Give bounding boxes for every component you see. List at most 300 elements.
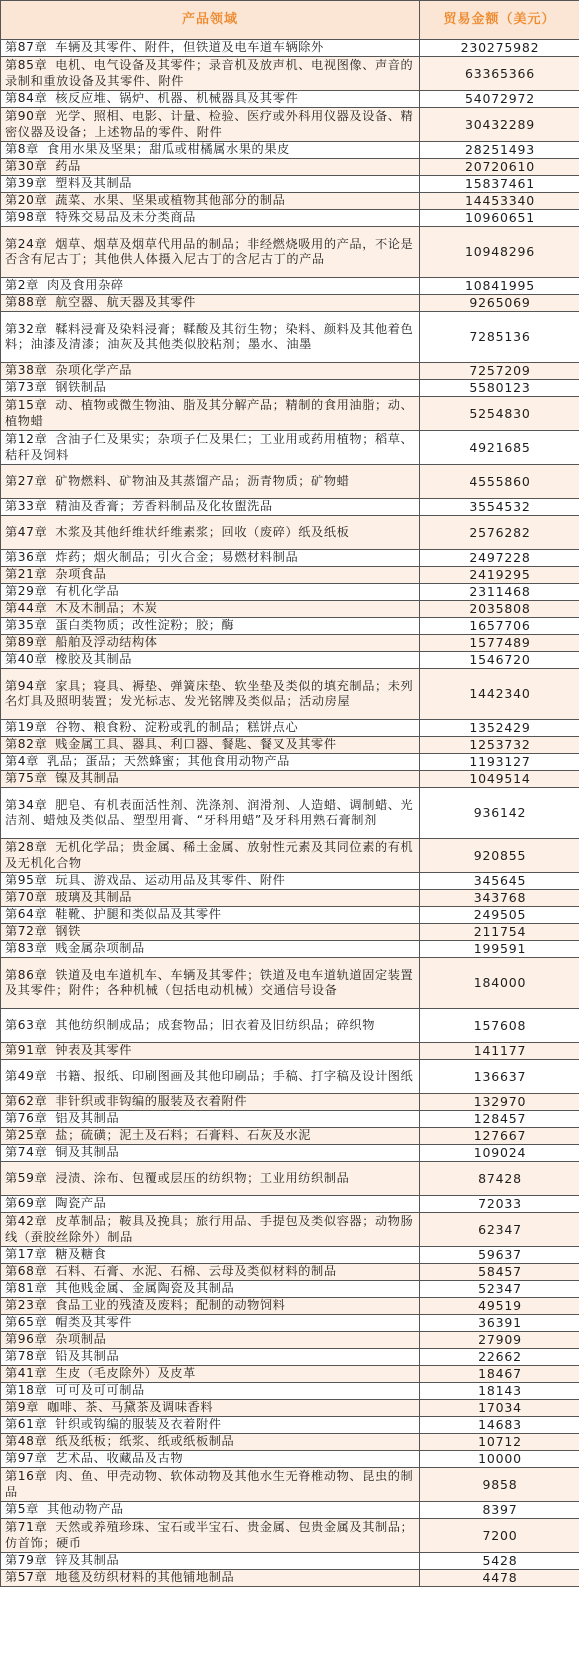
amount-cell: 10960651 xyxy=(420,210,579,227)
chapter-code: 第2章 xyxy=(5,278,39,293)
amount-cell: 343768 xyxy=(420,890,579,907)
table-row xyxy=(1,1298,579,1315)
chapter-code: 第44章 xyxy=(5,601,48,616)
amount-cell: 10948296 xyxy=(420,227,579,278)
category-description: 食用水果及坚果；甜瓜或柑橘属水果的果皮 xyxy=(46,142,290,157)
table-row xyxy=(1,550,579,567)
category-cell xyxy=(1,737,420,754)
amount-cell: 184000 xyxy=(420,958,579,1009)
category-description: 蔬菜、水果、坚果或植物其他部分的制品 xyxy=(55,193,286,208)
table-row xyxy=(1,618,579,635)
category-description: 乳品；蛋品；天然蜂蜜；其他食用动物产品 xyxy=(46,754,290,769)
category-description: 浸渍、涂布、包覆或层压的纺织物；工业用纺织制品 xyxy=(55,1170,350,1185)
category-cell xyxy=(1,567,420,584)
category-cell xyxy=(1,397,420,431)
chapter-code: 第57章 xyxy=(5,1570,48,1585)
amount-cell: 58457 xyxy=(420,1264,579,1281)
amount-cell: 59637 xyxy=(420,1247,579,1264)
category-cell xyxy=(1,1400,420,1417)
amount-cell: 4478 xyxy=(420,1570,579,1587)
amount-cell: 1049514 xyxy=(420,771,579,788)
category-description: 木浆及其他纤维状纤维素浆；回收（废碎）纸及纸板 xyxy=(55,524,350,539)
table-row xyxy=(1,1111,579,1128)
chapter-code: 第96章 xyxy=(5,1332,48,1347)
chapter-code: 第18章 xyxy=(5,1383,48,1398)
category-cell xyxy=(1,193,420,210)
chapter-code: 第21章 xyxy=(5,567,48,582)
chapter-code: 第83章 xyxy=(5,941,48,956)
table-row xyxy=(1,1281,579,1298)
category-description: 烟草、烟草及烟草代用品的制品；非经燃烧吸用的产品，不论是否含有尼古丁；其他供人体摄入尼古丁的含尼古丁的产品 xyxy=(5,236,414,266)
chapter-code: 第17章 xyxy=(5,1247,48,1262)
table-row xyxy=(1,737,579,754)
category-description: 鞋靴、护腿和类似品及其零件 xyxy=(55,907,222,922)
category-cell xyxy=(1,890,420,907)
amount-cell: 2576282 xyxy=(420,516,579,550)
table-row xyxy=(1,57,579,91)
chapter-code: 第33章 xyxy=(5,499,48,514)
category-description: 杂项制品 xyxy=(55,1332,107,1347)
chapter-code: 第95章 xyxy=(5,873,48,888)
table-row xyxy=(1,652,579,669)
amount-cell: 345645 xyxy=(420,873,579,890)
chapter-code: 第32章 xyxy=(5,321,48,336)
category-description: 糖及糖食 xyxy=(55,1247,107,1262)
table-row xyxy=(1,193,579,210)
category-description: 锌及其制品 xyxy=(55,1553,120,1568)
category-description: 玻璃及其制品 xyxy=(55,890,133,905)
chapter-code: 第36章 xyxy=(5,550,48,565)
amount-cell: 10000 xyxy=(420,1451,579,1468)
table-row xyxy=(1,40,579,57)
category-cell xyxy=(1,1417,420,1434)
category-description: 铝及其制品 xyxy=(55,1111,120,1126)
category-cell xyxy=(1,754,420,771)
category-description: 钢铁制品 xyxy=(55,380,107,395)
category-cell xyxy=(1,1094,420,1111)
amount-cell: 7257209 xyxy=(420,363,579,380)
amount-cell: 87428 xyxy=(420,1162,579,1196)
category-cell xyxy=(1,1264,420,1281)
category-cell xyxy=(1,363,420,380)
category-cell xyxy=(1,1434,420,1451)
category-description: 非针织或非钩编的服装及衣着附件 xyxy=(55,1094,248,1109)
chapter-code: 第90章 xyxy=(5,109,48,123)
chapter-code: 第82章 xyxy=(5,737,48,752)
category-cell xyxy=(1,1468,420,1502)
chapter-code: 第84章 xyxy=(5,91,48,106)
amount-cell: 1253732 xyxy=(420,737,579,754)
chapter-code: 第25章 xyxy=(5,1128,48,1143)
category-description: 其他贱金属、金属陶瓷及其制品 xyxy=(55,1281,235,1296)
table-row xyxy=(1,584,579,601)
category-description: 家具；寝具、褥垫、弹簧床垫、软坐垫及类似的填充制品；未列名灯具及照明装置；发光标志、发光铭牌及类似品；活动房屋 xyxy=(5,678,414,708)
chapter-code: 第98章 xyxy=(5,210,48,225)
category-description: 纸及纸板；纸浆、纸或纸板制品 xyxy=(55,1434,235,1449)
category-description: 艺术品、收藏品及古物 xyxy=(55,1451,184,1466)
chapter-code: 第87章 xyxy=(5,40,48,55)
chapter-code: 第27章 xyxy=(5,473,48,488)
category-cell xyxy=(1,108,420,142)
table-row xyxy=(1,397,579,431)
table-row xyxy=(1,465,579,499)
chapter-code: 第20章 xyxy=(5,193,48,208)
category-description: 药品 xyxy=(55,159,81,174)
chapter-code: 第47章 xyxy=(5,524,48,539)
category-description: 铅及其制品 xyxy=(55,1349,120,1364)
category-description: 动、植物或微生物油、脂及其分解产品；精制的食用油脂；动、植物蜡 xyxy=(5,398,414,428)
chapter-code: 第28章 xyxy=(5,840,48,854)
chapter-code: 第15章 xyxy=(5,398,48,412)
table-row xyxy=(1,295,579,312)
amount-cell: 10712 xyxy=(420,1434,579,1451)
category-cell xyxy=(1,601,420,618)
table-row xyxy=(1,941,579,958)
category-cell xyxy=(1,635,420,652)
category-cell xyxy=(1,1451,420,1468)
chapter-code: 第81章 xyxy=(5,1281,48,1296)
category-description: 盐；硫磺；泥土及石料；石膏料、石灰及水泥 xyxy=(55,1128,312,1143)
header-amount: 贸易金额（美元） xyxy=(420,1,579,40)
chapter-code: 第34章 xyxy=(5,797,48,812)
chapter-code: 第12章 xyxy=(5,432,48,446)
amount-cell: 127667 xyxy=(420,1128,579,1145)
category-cell xyxy=(1,295,420,312)
table-row xyxy=(1,788,579,839)
chapter-code: 第86章 xyxy=(5,967,48,982)
category-cell xyxy=(1,652,420,669)
category-cell xyxy=(1,210,420,227)
chapter-code: 第85章 xyxy=(5,58,48,72)
chapter-code: 第5章 xyxy=(5,1502,39,1517)
amount-cell: 49519 xyxy=(420,1298,579,1315)
category-description: 炸药；烟火制品；引火合金；易燃材料制品 xyxy=(55,550,299,565)
category-description: 鞣料浸膏及染料浸膏；鞣酸及其衍生物；染料、颜料及其他着色料；油漆及清漆；油灰及其他类似胶粘剂；墨水、油墨 xyxy=(5,321,414,351)
category-cell xyxy=(1,839,420,873)
table-row xyxy=(1,771,579,788)
table-row xyxy=(1,91,579,108)
category-description: 钟表及其零件 xyxy=(55,1043,133,1058)
category-description: 玩具、游戏品、运动用品及其零件、附件 xyxy=(55,873,286,888)
amount-cell: 5254830 xyxy=(420,397,579,431)
amount-cell: 1546720 xyxy=(420,652,579,669)
table-row xyxy=(1,1213,579,1247)
table-row xyxy=(1,1128,579,1145)
amount-cell: 3554532 xyxy=(420,499,579,516)
category-cell xyxy=(1,465,420,499)
amount-cell: 2497228 xyxy=(420,550,579,567)
amount-cell: 62347 xyxy=(420,1213,579,1247)
amount-cell: 72033 xyxy=(420,1196,579,1213)
chapter-code: 第41章 xyxy=(5,1366,48,1381)
category-description: 船舶及浮动结构体 xyxy=(55,635,158,650)
category-description: 咖啡、茶、马黛茶及调味香料 xyxy=(46,1400,214,1415)
amount-cell: 1657706 xyxy=(420,618,579,635)
table-row xyxy=(1,499,579,516)
category-description: 精油及香膏；芳香料制品及化妆盥洗品 xyxy=(55,499,273,514)
category-cell xyxy=(1,499,420,516)
category-cell xyxy=(1,142,420,159)
category-description: 石料、石膏、水泥、石棉、云母及类似材料的制品 xyxy=(55,1264,337,1279)
chapter-code: 第75章 xyxy=(5,771,48,786)
amount-cell: 8397 xyxy=(420,1502,579,1519)
category-cell xyxy=(1,1281,420,1298)
category-cell xyxy=(1,1298,420,1315)
table-row xyxy=(1,669,579,720)
category-description: 无机化学品；贵金属、稀土金属、放射性元素及其同位素的有机及无机化合物 xyxy=(5,840,414,870)
table-row xyxy=(1,1332,579,1349)
chapter-code: 第76章 xyxy=(5,1111,48,1126)
category-cell xyxy=(1,1009,420,1043)
chapter-code: 第48章 xyxy=(5,1434,48,1449)
category-description: 食品工业的残渣及废料；配制的动物饲料 xyxy=(55,1298,286,1313)
category-cell xyxy=(1,1043,420,1060)
category-description: 其他动物产品 xyxy=(46,1502,124,1517)
chapter-code: 第94章 xyxy=(5,678,48,693)
category-description: 电机、电气设备及其零件；录音机及放声机、电视图像、声音的录制和重放设备及其零件、附件 xyxy=(5,58,414,88)
chapter-code: 第23章 xyxy=(5,1298,48,1313)
amount-cell: 27909 xyxy=(420,1332,579,1349)
table-row xyxy=(1,1043,579,1060)
chapter-code: 第91章 xyxy=(5,1043,48,1058)
chapter-code: 第68章 xyxy=(5,1264,48,1279)
amount-cell: 4921685 xyxy=(420,431,579,465)
amount-cell: 17034 xyxy=(420,1400,579,1417)
category-cell xyxy=(1,1553,420,1570)
amount-cell: 28251493 xyxy=(420,142,579,159)
category-description: 天然或养殖珍珠、宝石或半宝石、贵金属、包贵金属及其制品；仿首饰；硬币 xyxy=(5,1520,414,1550)
category-cell xyxy=(1,788,420,839)
amount-cell: 14683 xyxy=(420,1417,579,1434)
category-cell xyxy=(1,1213,420,1247)
table-row xyxy=(1,1553,579,1570)
table-row xyxy=(1,516,579,550)
category-cell xyxy=(1,618,420,635)
category-cell xyxy=(1,431,420,465)
table-row xyxy=(1,890,579,907)
amount-cell: 9858 xyxy=(420,1468,579,1502)
category-cell xyxy=(1,176,420,193)
chapter-code: 第35章 xyxy=(5,618,48,633)
category-description: 肉、鱼、甲壳动物、软体动物及其他水生无脊椎动物、昆虫的制品 xyxy=(5,1469,414,1499)
amount-cell: 132970 xyxy=(420,1094,579,1111)
category-description: 生皮（毛皮除外）及皮革 xyxy=(55,1366,196,1381)
chapter-code: 第29章 xyxy=(5,584,48,599)
table-row xyxy=(1,176,579,193)
table-row xyxy=(1,227,579,278)
table-row xyxy=(1,1366,579,1383)
category-description: 帽类及其零件 xyxy=(55,1315,133,1330)
chapter-code: 第49章 xyxy=(5,1068,48,1083)
category-cell xyxy=(1,958,420,1009)
table-row xyxy=(1,924,579,941)
table-row xyxy=(1,1451,579,1468)
category-description: 镍及其制品 xyxy=(55,771,120,786)
chapter-code: 第62章 xyxy=(5,1094,48,1109)
table-row xyxy=(1,1349,579,1366)
category-description: 含油子仁及果实；杂项子仁及果仁；工业用或药用植物；稻草、秸秆及饲料 xyxy=(5,432,414,462)
table-body xyxy=(1,40,579,1587)
table-row xyxy=(1,635,579,652)
amount-cell: 20720610 xyxy=(420,159,579,176)
amount-cell: 199591 xyxy=(420,941,579,958)
chapter-code: 第65章 xyxy=(5,1315,48,1330)
category-cell xyxy=(1,771,420,788)
table-row xyxy=(1,1315,579,1332)
chapter-code: 第30章 xyxy=(5,159,48,174)
category-description: 肥皂、有机表面活性剂、洗涤剂、润滑剂、人造蜡、调制蜡、光洁剂、蜡烛及类似品、塑型用膏、“牙科用蜡”及牙科用熟石膏制剂 xyxy=(5,797,414,827)
category-description: 特殊交易品及未分类商品 xyxy=(55,210,196,225)
amount-cell: 15837461 xyxy=(420,176,579,193)
category-cell xyxy=(1,550,420,567)
table-row xyxy=(1,278,579,295)
amount-cell: 109024 xyxy=(420,1145,579,1162)
category-description: 光学、照相、电影、计量、检验、医疗或外科用仪器及设备、精密仪器及设备；上述物品的零件、附件 xyxy=(5,109,414,139)
amount-cell: 5580123 xyxy=(420,380,579,397)
table-row xyxy=(1,312,579,363)
amount-cell: 9265069 xyxy=(420,295,579,312)
category-description: 铜及其制品 xyxy=(55,1145,120,1160)
category-cell xyxy=(1,1366,420,1383)
amount-cell: 4555860 xyxy=(420,465,579,499)
amount-cell: 1577489 xyxy=(420,635,579,652)
amount-cell: 2035808 xyxy=(420,601,579,618)
category-description: 橡胶及其制品 xyxy=(55,652,133,667)
chapter-code: 第78章 xyxy=(5,1349,48,1364)
table-row xyxy=(1,601,579,618)
category-description: 针织或钩编的服装及衣着附件 xyxy=(55,1417,222,1432)
amount-cell: 211754 xyxy=(420,924,579,941)
category-cell xyxy=(1,312,420,363)
table-row xyxy=(1,1468,579,1502)
category-description: 谷物、粮食粉、淀粉或乳的制品；糕饼点心 xyxy=(55,720,299,735)
chapter-code: 第38章 xyxy=(5,363,48,378)
amount-cell: 920855 xyxy=(420,839,579,873)
table-row xyxy=(1,1162,579,1196)
chapter-code: 第40章 xyxy=(5,652,48,667)
header-category: 产品领域 xyxy=(1,1,420,40)
category-cell xyxy=(1,1196,420,1213)
chapter-code: 第89章 xyxy=(5,635,48,650)
category-description: 蛋白类物质；改性淀粉；胶；酶 xyxy=(55,618,235,633)
category-cell xyxy=(1,91,420,108)
amount-cell: 52347 xyxy=(420,1281,579,1298)
chapter-code: 第70章 xyxy=(5,890,48,905)
table-row xyxy=(1,1247,579,1264)
chapter-code: 第73章 xyxy=(5,380,48,395)
amount-cell: 14453340 xyxy=(420,193,579,210)
table-row xyxy=(1,363,579,380)
category-cell xyxy=(1,1315,420,1332)
category-cell xyxy=(1,941,420,958)
amount-cell: 2311468 xyxy=(420,584,579,601)
table-row xyxy=(1,1502,579,1519)
amount-cell: 22662 xyxy=(420,1349,579,1366)
chapter-code: 第4章 xyxy=(5,754,39,769)
table-row xyxy=(1,873,579,890)
category-description: 木及木制品；木炭 xyxy=(55,601,158,616)
category-cell xyxy=(1,584,420,601)
category-cell xyxy=(1,720,420,737)
category-cell xyxy=(1,516,420,550)
chapter-code: 第39章 xyxy=(5,176,48,191)
table-row xyxy=(1,431,579,465)
category-cell xyxy=(1,1383,420,1400)
category-description: 肉及食用杂碎 xyxy=(46,278,124,293)
header-row xyxy=(1,1,579,40)
chapter-code: 第69章 xyxy=(5,1196,48,1211)
table-row xyxy=(1,1060,579,1094)
amount-cell: 10841995 xyxy=(420,278,579,295)
table-row xyxy=(1,1519,579,1553)
amount-cell: 1442340 xyxy=(420,669,579,720)
category-cell xyxy=(1,924,420,941)
chapter-code: 第71章 xyxy=(5,1520,48,1534)
category-description: 杂项化学产品 xyxy=(55,363,133,378)
category-description: 书籍、报纸、印刷图画及其他印刷品；手稿、打字稿及设计图纸 xyxy=(55,1068,414,1083)
table-row xyxy=(1,1434,579,1451)
table-row xyxy=(1,380,579,397)
category-cell xyxy=(1,57,420,91)
category-cell xyxy=(1,1162,420,1196)
chapter-code: 第63章 xyxy=(5,1017,48,1032)
category-description: 贱金属工具、器具、利口器、餐匙、餐叉及其零件 xyxy=(55,737,337,752)
category-cell xyxy=(1,40,420,57)
amount-cell: 936142 xyxy=(420,788,579,839)
table-row xyxy=(1,1383,579,1400)
category-description: 矿物燃料、矿物油及其蒸馏产品；沥青物质；矿物蜡 xyxy=(55,473,350,488)
table-row xyxy=(1,1264,579,1281)
table-row xyxy=(1,210,579,227)
table-row xyxy=(1,567,579,584)
chapter-code: 第24章 xyxy=(5,236,48,251)
category-cell xyxy=(1,227,420,278)
category-description: 皮革制品；鞍具及挽具；旅行用品、手提包及类似容器；动物肠线（蚕胶丝除外）制品 xyxy=(5,1214,414,1244)
table-row xyxy=(1,1196,579,1213)
category-description: 铁道及电车道机车、车辆及其零件；铁道及电车道轨道固定装置及其零件；附件；各种机械（包括电动机械）交通信号设备 xyxy=(5,967,414,997)
table-row xyxy=(1,142,579,159)
category-description: 核反应堆、锅炉、机器、机械器具及其零件 xyxy=(55,91,299,106)
chapter-code: 第88章 xyxy=(5,295,48,310)
category-description: 钢铁 xyxy=(55,924,81,939)
table-row xyxy=(1,720,579,737)
category-description: 车辆及其零件、附件，但铁道及电车道车辆除外 xyxy=(55,40,324,55)
category-cell xyxy=(1,1349,420,1366)
chapter-code: 第9章 xyxy=(5,1400,39,1415)
amount-cell: 157608 xyxy=(420,1009,579,1043)
chapter-code: 第97章 xyxy=(5,1451,48,1466)
chapter-code: 第19章 xyxy=(5,720,48,735)
amount-cell: 7285136 xyxy=(420,312,579,363)
category-description: 陶瓷产品 xyxy=(55,1196,107,1211)
table-row xyxy=(1,1400,579,1417)
table-row xyxy=(1,1009,579,1043)
category-cell xyxy=(1,159,420,176)
chapter-code: 第59章 xyxy=(5,1170,48,1185)
amount-cell: 2419295 xyxy=(420,567,579,584)
category-description: 其他纺织制成品；成套物品；旧衣着及旧纺织品；碎织物 xyxy=(55,1017,375,1032)
amount-cell: 63365366 xyxy=(420,57,579,91)
amount-cell: 1352429 xyxy=(420,720,579,737)
amount-cell: 5428 xyxy=(420,1553,579,1570)
table-row xyxy=(1,1417,579,1434)
category-cell xyxy=(1,907,420,924)
category-cell xyxy=(1,873,420,890)
amount-cell: 18467 xyxy=(420,1366,579,1383)
category-cell xyxy=(1,1570,420,1587)
chapter-code: 第8章 xyxy=(5,142,39,157)
category-cell xyxy=(1,1111,420,1128)
